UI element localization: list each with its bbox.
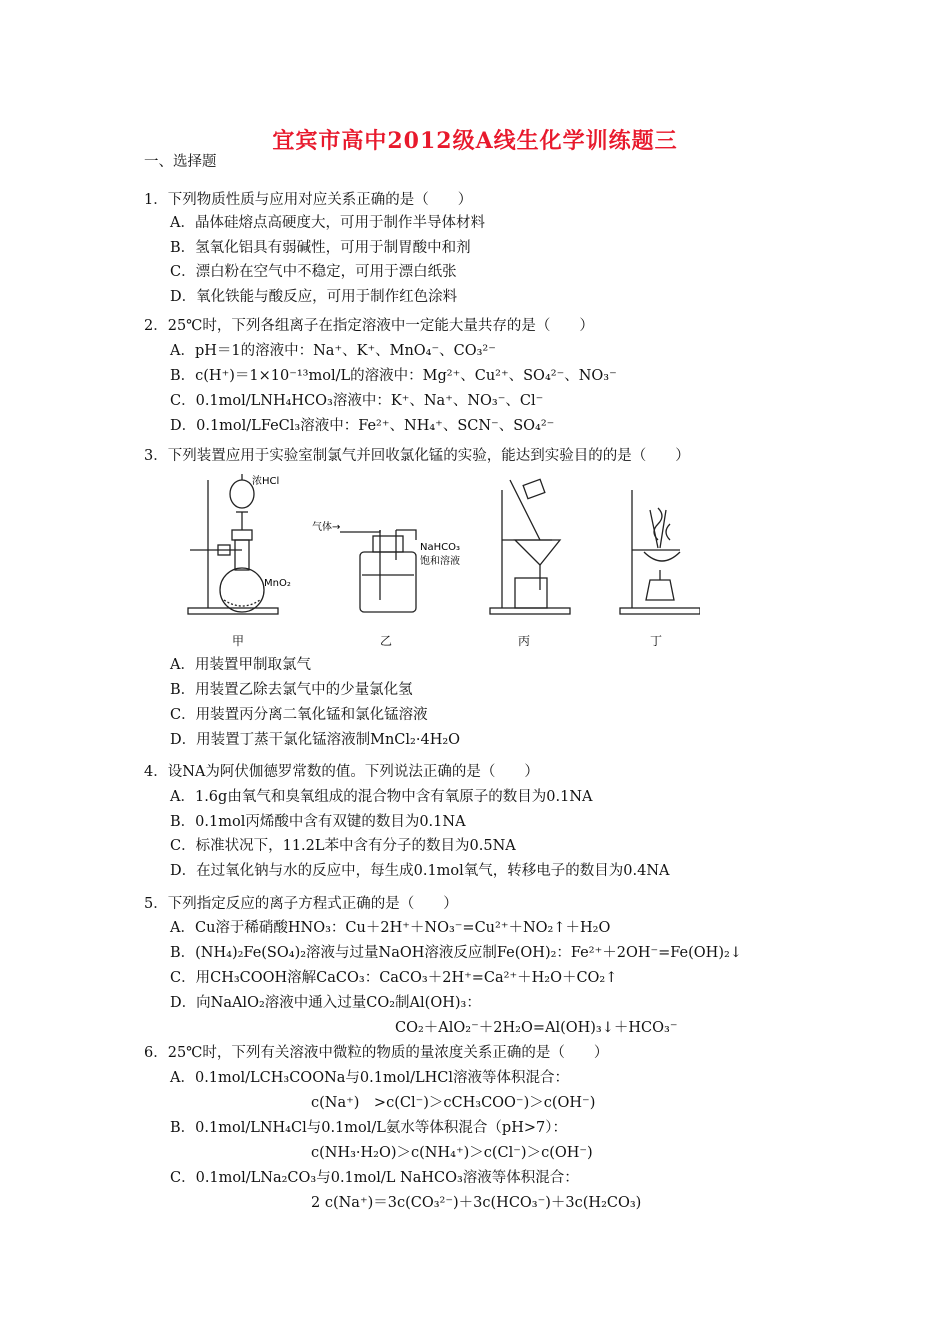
question-3-option-c: C．用装置丙分离二氧化锰和氯化锰溶液 [170,707,428,723]
label-gas: 气体→ [312,522,341,533]
question-3-option-a: A．用装置甲制取氯气 [170,657,311,673]
document-title: 宜宾市高中2012级A线生化学训练题三 [272,128,678,154]
figure-caption-jia: 甲 [232,634,245,648]
question-2-option-b: B．c(H⁺)＝1×10⁻¹³mol/L的溶液中：Mg²⁺、Cu²⁺、SO₄²⁻、NO₃⁻ [170,368,617,384]
question-4-option-c: C．标准状况下，11.2L苯中含有分子的数目为0.5NA [170,838,516,854]
apparatus-drawing [180,470,700,650]
label-saturated-solution: 饱和溶液 [420,556,460,567]
question-6-option-a: A．0.1mol/LCH₃COONa与0.1mol/LHCl溶液等体积混合： [170,1070,569,1086]
question-4-option-b: B．0.1mol丙烯酸中含有双键的数目为0.1NA [170,814,466,830]
question-2-option-c: C．0.1mol/LNH₄HCO₃溶液中：K⁺、Na⁺、NO₃⁻、Cl⁻ [170,393,544,409]
question-3-option-b: B．用装置乙除去氯气中的少量氯化氢 [170,682,413,698]
question-6-option-c-relation: 2 c(Na⁺)＝3c(CO₃²⁻)＋3c(HCO₃⁻)＋3c(H₂CO₃) [311,1195,642,1211]
question-1-option-b: B．氢氧化铝具有弱碱性，可用于制胃酸中和剂 [170,240,471,256]
question-1-stem: 1．下列物质性质与应用对应关系正确的是（ ） [144,192,473,208]
question-5-option-a: A．Cu溶于稀硝酸HNO₃：Cu＋2H⁺＋NO₃⁻=Cu²⁺＋NO₂↑＋H₂O [170,920,611,936]
question-4-stem: 4．设NA为阿伏伽德罗常数的值。下列说法正确的是（ ） [144,764,539,780]
question-4-option-d: D．在过氧化钠与水的反应中，每生成0.1mol氧气，转移电子的数目为0.4NA [170,863,670,879]
label-conc-hcl: 浓HCl [252,476,280,487]
question-5-option-b: B．(NH₄)₂Fe(SO₄)₂溶液与过量NaOH溶液反应制Fe(OH)₂：Fe²⁺＋2OH⁻=Fe(OH)₂↓ [170,945,742,961]
question-6-option-a-relation: c(Na⁺) >c(Cl⁻)＞cCH₃COO⁻)＞c(OH⁻) [311,1095,596,1111]
question-6-option-b: B．0.1mol/LNH₄Cl与0.1mol/L氨水等体积混合（pH>7）： [170,1120,567,1136]
question-6-stem: 6．25℃时，下列有关溶液中微粒的物质的量浓度关系正确的是（ ） [144,1045,609,1061]
question-3-option-d: D．用装置丁蒸干氯化锰溶液制MnCl₂·4H₂O [170,732,461,748]
label-mno2: MnO₂ [264,578,291,589]
question-5-option-c: C．用CH₃COOH溶解CaCO₃：CaCO₃＋2H⁺=Ca²⁺＋H₂O＋CO₂↑ [170,970,618,986]
question-6-option-c: C．0.1mol/LNa₂CO₃与0.1mol/L NaHCO₃溶液等体积混合： [170,1170,579,1186]
question-6-option-b-relation: c(NH₃·H₂O)＞c(NH₄⁺)＞c(Cl⁻)＞c(OH⁻) [311,1145,593,1161]
question-5-stem: 5．下列指定反应的离子方程式正确的是（ ） [144,896,458,912]
apparatus-figure [180,470,700,650]
question-1-option-c: C．漂白粉在空气中不稳定，可用于漂白纸张 [170,264,457,280]
figure-caption-ding: 丁 [650,634,663,648]
question-3-stem: 3．下列装置应用于实验室制氯气并回收氯化锰的实验，能达到实验目的的是（ ） [144,448,690,464]
question-2-option-a: A．pH＝1的溶液中：Na⁺、K⁺、MnO₄⁻、CO₃²⁻ [170,343,496,359]
section-heading: 一、选择题 [144,154,217,170]
question-1-option-a: A．晶体硅熔点高硬度大，可用于制作半导体材料 [170,215,485,231]
question-1-option-d: D．氧化铁能与酸反应，可用于制作红色涂料 [170,289,458,305]
question-4-option-a: A．1.6g由氧气和臭氧组成的混合物中含有氧原子的数目为0.1NA [170,789,593,805]
figure-caption-bing: 丙 [518,634,531,648]
question-5-option-d: D．向NaAlO₂溶液中通入过量CO₂制Al(OH)₃： [170,995,481,1011]
question-2-stem: 2．25℃时，下列各组离子在指定溶液中一定能大量共存的是（ ） [144,318,594,334]
label-nahco3: NaHCO₃ [420,542,460,553]
question-2-option-d: D．0.1mol/LFeCl₃溶液中：Fe²⁺、NH₄⁺、SCN⁻、SO₄²⁻ [170,418,555,434]
question-5-option-d-equation: CO₂＋AlO₂⁻＋2H₂O=Al(OH)₃↓＋HCO₃⁻ [395,1020,678,1036]
figure-caption-yi: 乙 [380,634,393,648]
